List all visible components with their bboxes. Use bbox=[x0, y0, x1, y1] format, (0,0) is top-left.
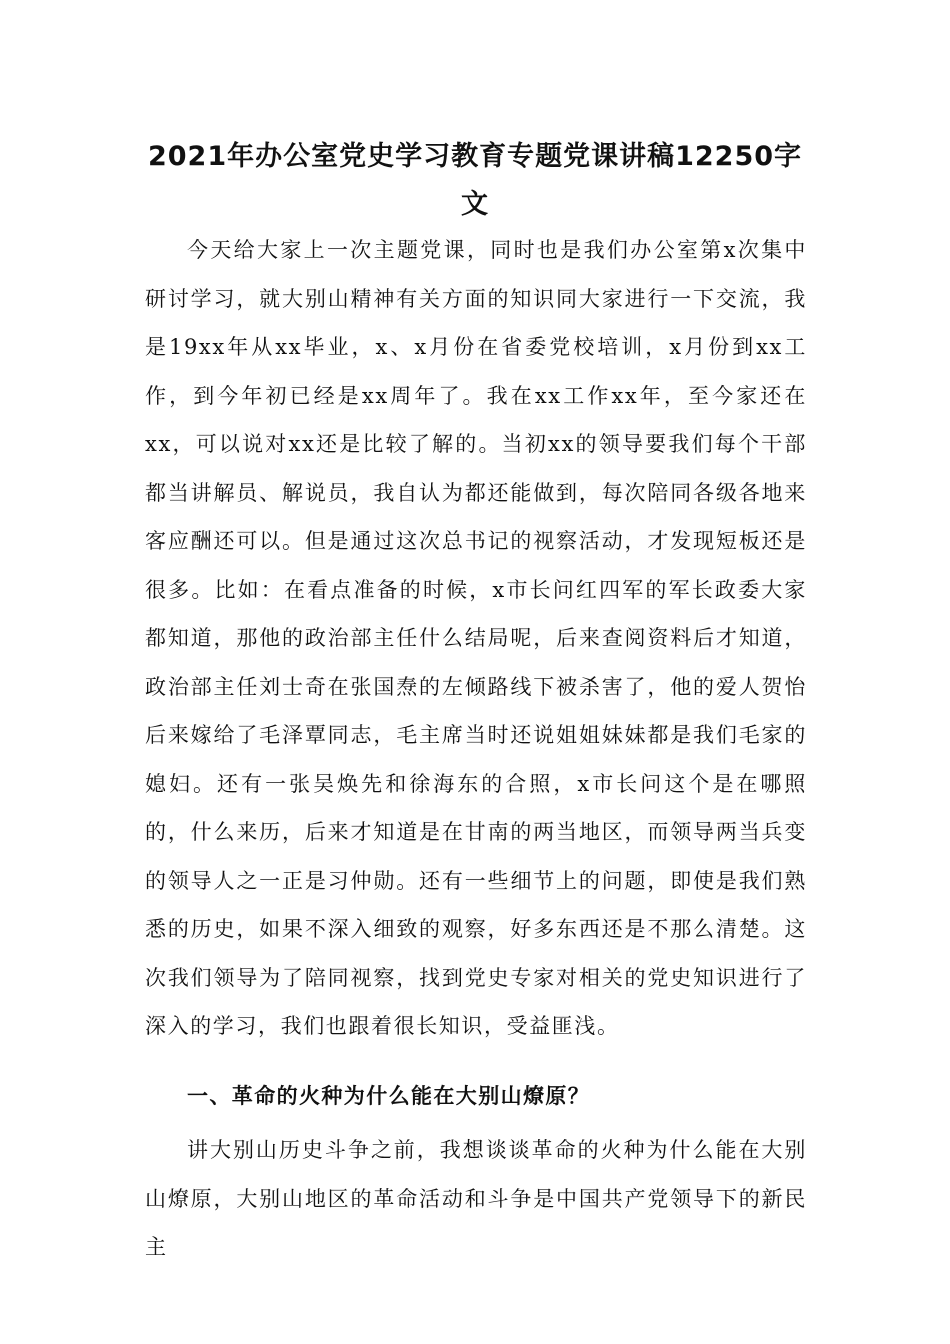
section-heading-1: 一、革命的火种为什么能在大别山燎原？ bbox=[187, 1084, 591, 1108]
section-1-paragraph: 讲大别山历史斗争之前，我想谈谈革命的火种为什么能在大别山燎原，大别山地区的革命活动和斗争是中国共产党领导下的新民主 bbox=[145, 1138, 807, 1259]
document-title bbox=[140, 133, 810, 229]
intro-paragraph: 今天给大家上一次主题党课，同时也是我们办公室第x次集中研讨学习，就大别山精神有关方面的知识同大家进行一下交流，我是19xx年从xx毕业，x、x月份在省委党校培训，x月份到xx工作，到今年初已经是xx周年了。我在xx工作xx年，至今家还在xx，可以说对xx还是比较了解的。当初xx的领导要我们每个干部都当讲解员、解说员，我自认为都还能做到，每次陪同各级各地来客应酬还可以。但是通过这次总书记的视察活动，才发现短板还是很多。比如：在看点准备的时候，x市长问红四军的军长政委大家都知道，那他的政治部主任什么结局呢，后来查阅资料后才知道，政治部主任刘士奇在张国焘的左倾路线下被杀害了，他的爱人贺怡后来嫁给了毛泽覃同志，毛主席当时还说姐姐妹妹都是我们毛家的媳妇。还有一张吴焕先和徐海东的合照，x市长问这个是在哪照的，什么来历，后来才知道是在甘南的两当地区，而领导两当兵变的领导人之一正是习仲勋。还有一些细节上的问题，即使是我们熟悉的历史，如果不深入细致的观察，好多东西还是不那么清楚。这次我们领导为了陪同视察，找到党史专家对相关的党史知识进行了深入的学习，我们也跟着很长知识，受益匪浅。 bbox=[145, 238, 807, 1038]
title-line-2: 文 bbox=[461, 189, 489, 220]
title-line-1: 2021年办公室党史学习教育专题党课讲稿12250字 bbox=[147, 141, 803, 172]
